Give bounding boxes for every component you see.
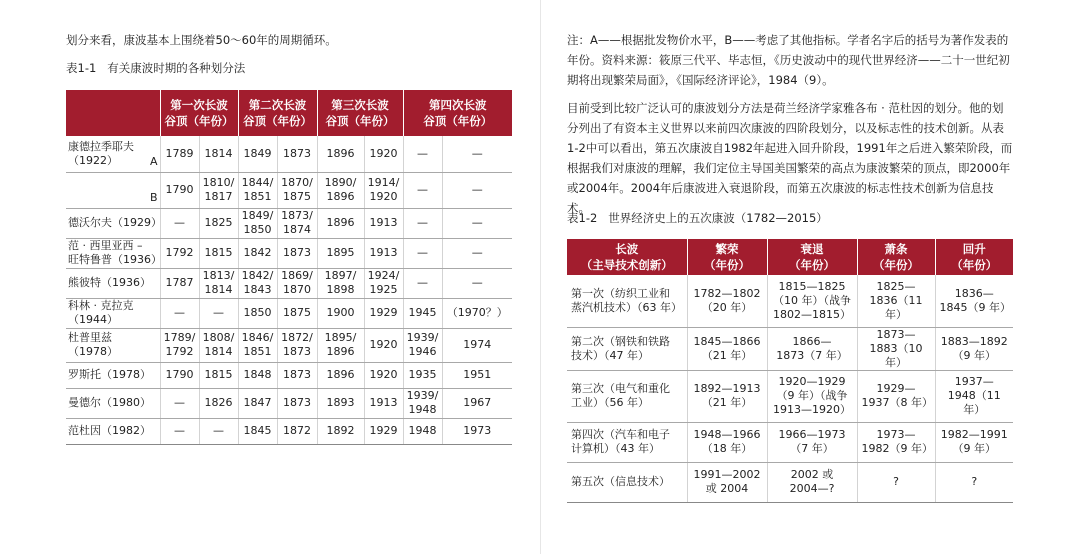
scholar-cell [66, 238, 160, 268]
year-cell: 1850 [238, 298, 277, 328]
period-cell: 1929— 1937（8 年） [857, 370, 935, 422]
year-cell: （1970？） [442, 298, 512, 328]
table-row [567, 327, 1013, 370]
scholar-cell [66, 388, 160, 418]
year-cell: 1849/ 1850 [238, 208, 277, 238]
year-cell: 1872/ 1873 [277, 328, 317, 362]
year-cell: 1890/ 1896 [317, 172, 364, 208]
header-wave-2: 第二次长波 谷顶（年份） [238, 90, 317, 136]
year-cell: 1842/ 1843 [238, 268, 277, 298]
scholar-name: 康德拉季耶夫 （1922） [68, 139, 134, 167]
scholar-name: 科林 · 克拉克 （1944） [68, 299, 134, 326]
year-cell: 1973 [442, 418, 512, 444]
year-cell: 1929 [364, 418, 403, 444]
year-cell: 1913 [364, 208, 403, 238]
year-cell: 1873/ 1874 [277, 208, 317, 238]
year-cell: 1870/ 1875 [277, 172, 317, 208]
period-cell: 1892—1913 （21 年） [687, 370, 767, 422]
scholar-cell [66, 362, 160, 388]
year-cell: 1896 [317, 208, 364, 238]
period-cell: 1991—2002 或 2004 [687, 462, 767, 502]
header-wave: 长波 （主导技术创新） [567, 239, 687, 275]
table-row [66, 136, 512, 172]
year-cell: 1920 [364, 136, 403, 172]
year-cell: 1892 [317, 418, 364, 444]
scholar-name: 曼德尔（1980） [68, 396, 151, 409]
scholar-cell [66, 418, 160, 444]
year-cell: 1913 [364, 238, 403, 268]
scholar-name: 范杜因（1982） [68, 424, 151, 437]
header-depression: 萧条 （年份） [857, 239, 935, 275]
source-note: 注：A——根据批发物价水平，B——考虑了其他指标。学者名字后的括号为著作发表的年份。资料来源：筱原三代平、毕志恒，《历史波动中的现代世界经济——二十一世纪初期将出现繁荣局面》，《国际经济评论》，1984（9）。 [567, 33, 1010, 87]
series-tag: A [149, 154, 158, 168]
period-cell: 1966—1973 （7 年） [767, 422, 857, 462]
year-cell: 1845 [238, 418, 277, 444]
year-cell: 1873 [277, 388, 317, 418]
year-cell: 1929 [364, 298, 403, 328]
year-cell: — [403, 172, 442, 208]
year-cell: — [160, 208, 199, 238]
year-cell: 1873 [277, 136, 317, 172]
header-recession: 衰退 （年份） [767, 239, 857, 275]
intro-text: 划分来看，康波基本上围绕着50～60年的周期循环。 [66, 33, 337, 47]
period-cell: 2002 或 2004—? [767, 462, 857, 502]
period-cell: 1782—1802 （20 年） [687, 275, 767, 327]
table-row [567, 370, 1013, 422]
period-cell: 1883—1892 （9 年） [935, 327, 1013, 370]
year-cell: 1896 [317, 136, 364, 172]
year-cell: 1951 [442, 362, 512, 388]
year-cell: 1787 [160, 268, 199, 298]
table-1-1 [66, 90, 512, 445]
scholar-name: 熊彼特（1936） [68, 276, 151, 289]
wave-cell: 第一次（纺织工业和 蒸汽机技术）（63 年） [567, 275, 687, 327]
table-row [66, 362, 512, 388]
year-cell: — [403, 136, 442, 172]
year-cell: 1810/ 1817 [199, 172, 238, 208]
table-row [66, 268, 512, 298]
year-cell: 1873 [277, 238, 317, 268]
scholar-cell [66, 268, 160, 298]
table-row [567, 275, 1013, 327]
wave-cell: 第四次（汽车和电子 计算机）（43 年） [567, 422, 687, 462]
header-wave-1: 第一次长波 谷顶（年份） [160, 90, 238, 136]
table-row [66, 238, 512, 268]
period-cell: 1920—1929 （9 年）（战争 1913—1920） [767, 370, 857, 422]
year-cell: 1945 [403, 298, 442, 328]
scholar-name: 德沃尔夫（1929） [68, 216, 162, 229]
year-cell: — [199, 298, 238, 328]
header-wave-4: 第四次长波 谷顶（年份） [403, 90, 512, 136]
table-1-2-caption: 表1-2 世界经济史上的五次康波（1782—2015） [567, 211, 828, 225]
year-cell: 1789/ 1792 [160, 328, 199, 362]
year-cell: 1808/ 1814 [199, 328, 238, 362]
period-cell: 1982—1991 （9 年） [935, 422, 1013, 462]
table-1-2 [567, 239, 1013, 503]
wave-cell: 第五次（信息技术） [567, 462, 687, 502]
table-row [66, 328, 512, 362]
year-cell: 1846/ 1851 [238, 328, 277, 362]
table-row [66, 298, 512, 328]
year-cell: 1895/ 1896 [317, 328, 364, 362]
period-cell: 1937— 1948（11 年） [935, 370, 1013, 422]
year-cell: 1842 [238, 238, 277, 268]
year-cell: 1924/ 1925 [364, 268, 403, 298]
year-cell: — [160, 388, 199, 418]
year-cell: 1814 [199, 136, 238, 172]
header-wave-3: 第三次长波 谷顶（年份） [317, 90, 403, 136]
table-1-1-caption: 表1-1 有关康波时期的各种划分法 [66, 61, 246, 75]
year-cell: 1815 [199, 362, 238, 388]
year-cell: 1825 [199, 208, 238, 238]
scholar-name: 罗斯托（1978） [68, 368, 151, 381]
period-cell: 1973— 1982（9 年） [857, 422, 935, 462]
table-row [66, 172, 512, 208]
scholar-cell [66, 136, 160, 172]
year-cell: — [160, 298, 199, 328]
period-cell: 1845—1866 （21 年） [687, 327, 767, 370]
year-cell: — [199, 418, 238, 444]
year-cell: 1896 [317, 362, 364, 388]
table-row [66, 418, 512, 444]
year-cell: 1869/ 1870 [277, 268, 317, 298]
year-cell: 1875 [277, 298, 317, 328]
scholar-cell [66, 328, 160, 362]
scholar-cell [66, 208, 160, 238]
year-cell: 1813/ 1814 [199, 268, 238, 298]
year-cell: 1920 [364, 328, 403, 362]
year-cell: — [442, 172, 512, 208]
year-cell: 1826 [199, 388, 238, 418]
year-cell: 1789 [160, 136, 199, 172]
year-cell: 1872 [277, 418, 317, 444]
year-cell: — [403, 238, 442, 268]
year-cell: 1847 [238, 388, 277, 418]
table-row [567, 462, 1013, 502]
series-tag: B [149, 190, 158, 204]
scholar-name: 杜普里兹 （1978） [68, 331, 118, 358]
year-cell: 1792 [160, 238, 199, 268]
year-cell: 1914/ 1920 [364, 172, 403, 208]
year-cell: 1948 [403, 418, 442, 444]
year-cell: 1900 [317, 298, 364, 328]
year-cell: 1935 [403, 362, 442, 388]
year-cell: — [442, 208, 512, 238]
period-cell: ? [857, 462, 935, 502]
year-cell: 1939/ 1948 [403, 388, 442, 418]
header-scholar [66, 90, 160, 136]
year-cell: 1920 [364, 362, 403, 388]
year-cell: 1815 [199, 238, 238, 268]
period-cell: 1836— 1845（9 年） [935, 275, 1013, 327]
period-cell: ? [935, 462, 1013, 502]
year-cell: — [403, 268, 442, 298]
scholar-name: 范 · 西里亚西 – 旺特鲁普（1936） [68, 239, 162, 266]
scholar-cell [66, 172, 160, 208]
year-cell: — [442, 136, 512, 172]
year-cell: 1893 [317, 388, 364, 418]
year-cell: 1897/ 1898 [317, 268, 364, 298]
year-cell: 1873 [277, 362, 317, 388]
wave-cell: 第三次（电气和重化 工业）（56 年） [567, 370, 687, 422]
period-cell: 1815—1825 （10 年）（战争 1802—1815） [767, 275, 857, 327]
period-cell: 1825— 1836（11 年） [857, 275, 935, 327]
header-prosperity: 繁荣 （年份） [687, 239, 767, 275]
header-recovery: 回升 （年份） [935, 239, 1013, 275]
year-cell: 1913 [364, 388, 403, 418]
period-cell: 1948—1966 （18 年） [687, 422, 767, 462]
year-cell: — [403, 208, 442, 238]
year-cell: — [442, 268, 512, 298]
period-cell: 1866— 1873（7 年） [767, 327, 857, 370]
body-paragraph: 目前受到比较广泛认可的康波划分方法是荷兰经济学家雅各布 · 范杜因的划分。他的划分列出了有资本主义世界以来前四次康波的四阶段划分，以及标志性的技术创新。从表1-2中可以看出，第五次康波自1982年起进入回升阶段，1991年之后进入繁荣阶段，而根据我们对康波的理解，我们定位主导国美国繁荣的高点为康波繁荣的顶点，即2000年或2004年。2004年后康波进入衰退阶段，而第五次康波的标志性技术创新为信息技术。 [567, 101, 1013, 215]
year-cell: 1967 [442, 388, 512, 418]
year-cell: 1895 [317, 238, 364, 268]
table-row [66, 388, 512, 418]
year-cell: 1974 [442, 328, 512, 362]
year-cell: 1790 [160, 362, 199, 388]
year-cell: 1844/ 1851 [238, 172, 277, 208]
year-cell: — [442, 238, 512, 268]
year-cell: 1849 [238, 136, 277, 172]
year-cell: 1790 [160, 172, 199, 208]
year-cell: 1848 [238, 362, 277, 388]
year-cell: — [160, 418, 199, 444]
period-cell: 1873— 1883（10 年） [857, 327, 935, 370]
wave-cell: 第二次（钢铁和铁路 技术）（47 年） [567, 327, 687, 370]
table-row [66, 208, 512, 238]
scholar-cell [66, 298, 160, 328]
year-cell: 1939/ 1946 [403, 328, 442, 362]
table-row [567, 422, 1013, 462]
